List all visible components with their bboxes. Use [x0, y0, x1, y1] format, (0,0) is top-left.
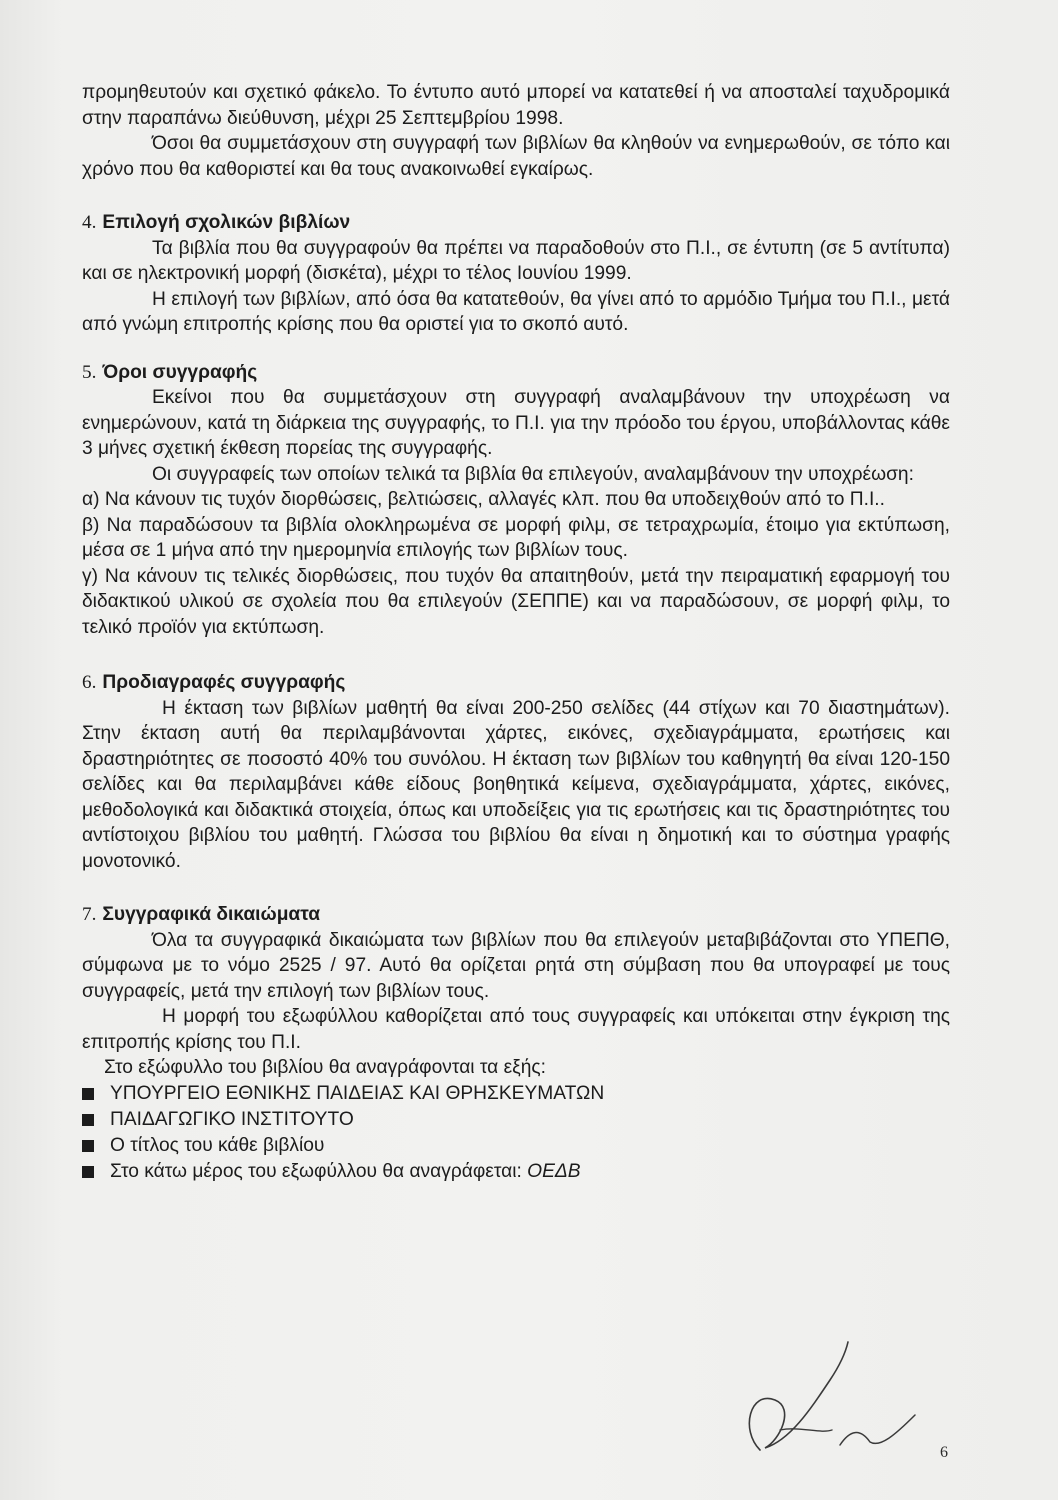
section-5-paragraph-2: Οι συγγραφείς των οποίων τελικά τα βιβλία θα επιλεγούν, αναλαμβάνουν την υποχρέωση: — [152, 463, 914, 485]
section-7-paragraph-3: Στο εξώφυλλο του βιβλίου θα αναγράφονται τα εξής: — [104, 1057, 547, 1078]
square-bullet-icon — [82, 1140, 94, 1152]
section-5-number: 5. — [82, 361, 97, 383]
page-number: 6 — [940, 1444, 948, 1461]
section-6-title: Προδιαγραφές συγγραφής — [102, 672, 346, 693]
cover-items-list — [82, 1081, 950, 1185]
section-7-heading — [82, 902, 950, 928]
square-bullet-icon — [82, 1088, 94, 1100]
section-5-item-a: α) Να κάνουν τις τυχόν διορθώσεις, βελτιώσεις, αλλαγές κλπ. που θα υποδειχθούν από το Π.Ι.. — [82, 489, 885, 510]
square-bullet-icon — [82, 1114, 94, 1126]
list-item-text: Ο τίτλος του κάθε βιβλίου — [110, 1134, 325, 1156]
section-6-paragraph-1: Η έκταση των βιβλίων μαθητή θα είναι 200-250 σελίδες (44 στίχων και 70 διαστημάτων). Στην έκταση αυτή θα περιλαμβάνονται χάρτες, εικόνες, σχεδιαγράμματα, ερωτήσεις και δραστηριότητες σε ποσοστό 40% του συνόλου. Η έκταση των βιβλίων του καθηγητή θα είναι 120-150 σελίδες και θα περιλαμβάνει κάθε είδους βοηθητικά κείμενα, σχεδιαγράμματα, χάρτες, εικόνες, μεθοδολογικά και διδακτικά στοιχεία, όπως και υποδείξεις για τις ερωτήσεις και τις δραστηριότητες του αντίστοιχου βιβλίου του μαθητή. Γλώσσα του βιβλίου θα είναι η δημοτική και το σύστημα γραφής μονοτονικό. — [82, 697, 950, 872]
section-5-item-b: β) Να παραδώσουν τα βιβλία ολοκληρωμένα σε μορφή φιλμ, σε τετραχρωμία, έτοιμο για εκτύπωση, μέσα σε 1 μήνα από την ημερομηνία επιλογής των βιβλίων τους. — [82, 514, 950, 561]
section-6-number: 6. — [82, 672, 97, 693]
intro-paragraph-2: Όσοι θα συμμετάσχουν στη συγγραφή των βιβλίων θα κληθούν να ενημερωθούν, σε τόπο και χρόνο που θα καθοριστεί και θα τους ανακοινωθεί εγκαίρως. — [82, 133, 950, 180]
section-5-item-c: γ) Να κάνουν τις τελικές διορθώσεις, που τυχόν θα απαιτηθούν, μετά την πειραματική εφαρμογή του διδακτικού υλικού σε σχολεία που θα επιλεγούν (ΣΕΠΠΕ) και να παραδώσουν, σε μορφή φιλμ, το τελικό προϊόν για εκτύπωση. — [82, 565, 950, 638]
intro-paragraph-1: προμηθευτούν και σχετικό φάκελο. Το έντυπο αυτό μπορεί να κατατεθεί ή να αποσταλεί ταχυδρομικά στην παραπάνω διεύθυνση, μέχρι 25 Σεπτεμβρίου 1998. — [82, 82, 950, 129]
oedv-label: ΟΕΔΒ — [527, 1160, 581, 1182]
list-item-text-main: Στο κάτω μέρος του εξωφύλλου θα αναγράφεται: — [110, 1160, 528, 1182]
list-item-text: ΠΑΙΔΑΓΩΓΙΚΟ ΙΝΣΤΙΤΟΥΤΟ — [110, 1108, 354, 1130]
list-item-text: ΥΠΟΥΡΓΕΙΟ ΕΘΝΙΚΗΣ ΠΑΙΔΕΙΑΣ ΚΑΙ ΘΡΗΣΚΕΥΜΑΤΩΝ — [110, 1082, 605, 1104]
list-item — [82, 1081, 950, 1107]
handwritten-signature — [720, 1330, 920, 1470]
page-content — [82, 80, 950, 1185]
section-7-paragraph-2: Η μορφή του εξωφύλλου καθορίζεται από τους συγγραφείς και υπόκειται στην έγκριση της επιτροπής κρίσης του Π.Ι. — [82, 1006, 950, 1053]
section-7-paragraph-1: Όλα τα συγγραφικά δικαιώματα των βιβλίων που θα επιλεγούν μεταβιβάζονται στο ΥΠΕΠΘ, σύμφωνα με το νόμο 2525 / 97. Αυτό θα ορίζεται ρητά στη σύμβαση που θα υπογραφεί με τους συγγραφείς, μετά την επιλογή των βιβλίων τους. — [82, 929, 950, 1002]
section-4-heading — [82, 210, 950, 236]
section-4-title: Επιλογή σχολικών βιβλίων — [102, 212, 351, 233]
section-5-heading — [82, 360, 950, 386]
list-item-text — [110, 1159, 581, 1185]
section-5-paragraph-1: Εκείνοι που θα συμμετάσχουν στη συγγραφή αναλαμβάνουν την υποχρέωση να ενημερώνουν, κατά τη διάρκεια της συγγραφής, το Π.Ι. για την πρόοδο του έργου, υποβάλλοντας κάθε 3 μήνες σχετική έκθεση πορείας της συγγραφής. — [82, 387, 950, 459]
section-7-title: Συγγραφικά δικαιώματα — [102, 904, 321, 925]
section-7-number: 7. — [82, 904, 97, 925]
section-5-title: Όροι συγγραφής — [102, 361, 258, 383]
list-item — [82, 1159, 950, 1185]
section-4-paragraph-2: Η επιλογή των βιβλίων, από όσα θα κατατεθούν, θα γίνει από το αρμόδιο Τμήμα του Π.Ι., μετά από γνώμη επιτροπής κρίσης που θα οριστεί για το σκοπό αυτό. — [82, 288, 950, 335]
square-bullet-icon — [82, 1166, 94, 1178]
section-4-number: 4. — [82, 212, 97, 233]
section-6-heading — [82, 670, 950, 696]
list-item — [82, 1133, 950, 1159]
section-4-paragraph-1: Τα βιβλία που θα συγγραφούν θα πρέπει να παραδοθούν στο Π.Ι., σε έντυπη (σε 5 αντίτυπα) και σε ηλεκτρονική μορφή (δισκέτα), μέχρι το τέλος Ιουνίου 1999. — [82, 237, 950, 284]
list-item — [82, 1107, 950, 1133]
